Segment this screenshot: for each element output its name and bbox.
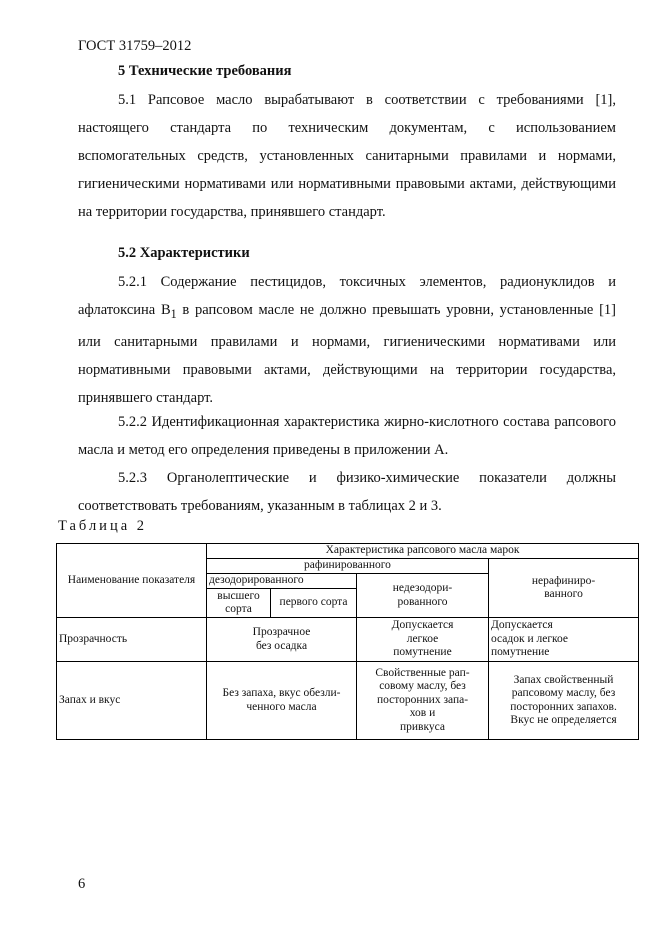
header-refined: рафинированного	[207, 559, 489, 574]
subscript-1: 1	[170, 306, 177, 321]
paragraph-5-2-1-text-b: в рапсовом масле не должно превышать уровни, установленные [1] или санитарными правилами и нормами, гигиеническими нормативами или нормативными правовыми актами, действующими на территории государства, принявшего стандарт.	[78, 302, 616, 406]
page-number: 6	[78, 876, 86, 892]
document-header: ГОСТ 31759–2012	[78, 38, 192, 54]
section-5-title: 5 Технические требования	[118, 63, 292, 79]
paragraph-5-2-1	[78, 268, 616, 412]
row-name: Запах и вкус	[57, 662, 207, 740]
cell-non-deodorized: Свойственные рап- совому маслу, без посторонних запа- хов и привкуса	[357, 662, 489, 740]
header-top-grade: высшего сорта	[207, 589, 271, 618]
table-row	[57, 618, 639, 662]
paragraph-5-2-3: 5.2.3 Органолептические и физико-химические показатели должны соответствовать требованиям, указанным в таблицах 2 и 3.	[78, 470, 616, 514]
table-2	[56, 543, 639, 740]
cell-deodorized: Прозрачное без осадка	[207, 618, 357, 662]
header-oil-characteristics: Характеристика рапсового масла марок	[207, 544, 639, 559]
header-unrefined: нерафиниро- ванного	[489, 559, 639, 618]
header-non-deodorized: недезодори- рованного	[357, 574, 489, 618]
section-5-2-title: 5.2 Характеристики	[118, 245, 250, 261]
table-caption: Таблица 2	[58, 518, 148, 534]
cell-unrefined: Запах свойственный рапсовому маслу, без посторонних запахов. Вкус не определяется	[489, 662, 639, 740]
table-row	[57, 662, 639, 740]
header-first-grade: первого сорта	[271, 589, 357, 618]
header-indicator-name: Наименование показателя	[57, 544, 207, 618]
header-deodorized: дезодорированного	[207, 574, 357, 589]
paragraph-5-1: 5.1 Рапсовое масло вырабатывают в соответствии с требованиями [1], настоящего стандарта по техническим документам, с использованием вспомогательных средств, установленных санитарными правилами и нормами, гигиеническими нормативами или нормативными правовыми актами, действующими на территории государства, принявшего стандарт.	[78, 92, 616, 220]
paragraph-5-2-2: 5.2.2 Идентификационная характеристика жирно-кислотного состава рапсового масла и метод его определения приведены в приложении А.	[78, 414, 616, 458]
cell-deodorized: Без запаха, вкус обезли- ченного масла	[207, 662, 357, 740]
cell-non-deodorized: Допускается легкое помутнение	[357, 618, 489, 662]
paragraph-5-2-1-text-a: 5.2.1 Содержание пестицидов, токсичных элементов, радионуклидов и афлатоксина B	[78, 274, 616, 318]
cell-unrefined: Допускается осадок и легкое помутнение	[489, 618, 639, 662]
row-name: Прозрачность	[57, 618, 207, 662]
